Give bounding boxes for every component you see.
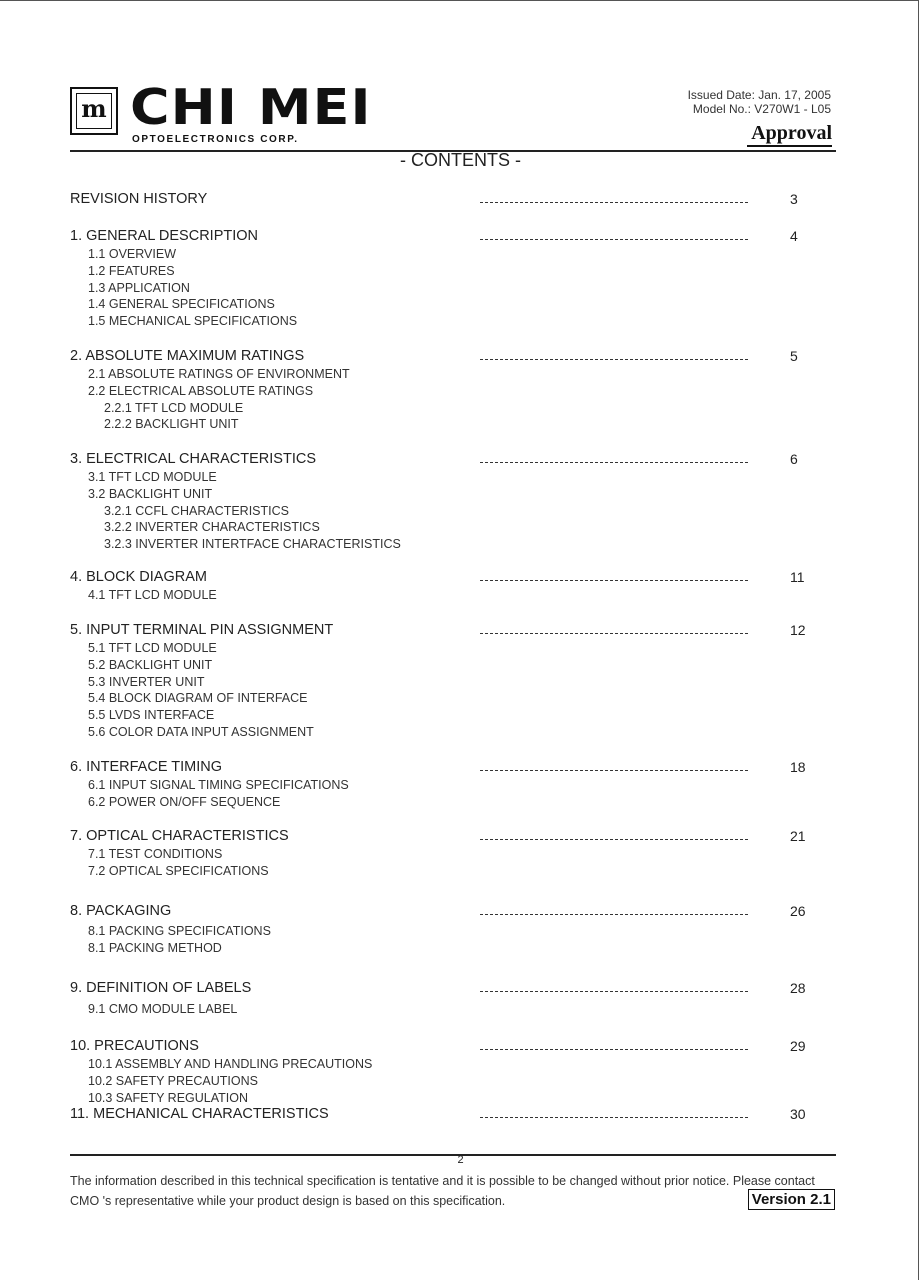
toc-subitem: 6.1 INPUT SIGNAL TIMING SPECIFICATIONS — [88, 778, 349, 792]
company-logo — [70, 79, 372, 148]
toc-subitem: 1.2 FEATURES — [88, 263, 175, 278]
toc-page-number: 30 — [790, 1106, 806, 1122]
toc-title: 7. OPTICAL CHARACTERISTICS — [70, 828, 289, 844]
toc-subitem: 10.2 SAFETY PRECAUTIONS — [88, 1073, 258, 1088]
toc-leader — [480, 1117, 748, 1118]
toc-title: 5. INPUT TERMINAL PIN ASSIGNMENT — [70, 622, 334, 638]
toc-subitem: 8.1 PACKING SPECIFICATIONS — [88, 924, 271, 938]
toc-subitem: 2.1 ABSOLUTE RATINGS OF ENVIRONMENT — [88, 367, 350, 381]
toc-title: 6. INTERFACE TIMING — [70, 759, 223, 775]
toc-subitem: 7.2 OPTICAL SPECIFICATIONS — [88, 863, 269, 878]
page-number: 2 — [457, 1154, 464, 1166]
toc-leader — [480, 202, 748, 203]
toc-page-number: 21 — [790, 828, 806, 844]
toc-sublist — [70, 587, 217, 604]
toc-leader — [480, 839, 748, 840]
toc-subitem: 10.3 SAFETY REGULATION — [88, 1090, 249, 1105]
page-border-top — [0, 0, 918, 1]
version-badge: Version 2.1 — [748, 1189, 835, 1210]
toc-leader — [480, 239, 748, 240]
toc-leader — [480, 770, 748, 771]
toc-subitem: 1.3 APPLICATION — [88, 280, 190, 295]
toc-subitem: 3.1 TFT LCD MODULE — [88, 470, 217, 484]
logo-title: CHI MEI — [130, 79, 372, 136]
toc-leader — [480, 1049, 748, 1050]
toc-subitem: 7.1 TEST CONDITIONS — [88, 847, 223, 861]
toc-page-number: 28 — [790, 980, 806, 996]
document-meta — [688, 88, 831, 116]
toc-subitem: 6.2 POWER ON/OFF SEQUENCE — [88, 794, 281, 809]
toc-leader — [480, 580, 748, 581]
toc-subitem: 1.5 MECHANICAL SPECIFICATIONS — [88, 314, 298, 329]
contents-title: - CONTENTS - — [400, 150, 521, 170]
toc-subitem: 3.2 BACKLIGHT UNIT — [88, 486, 213, 501]
toc-subitem: 3.2.3 INVERTER INTERTFACE CHARACTERISTICS — [104, 537, 401, 552]
toc-title: 4. BLOCK DIAGRAM — [70, 569, 207, 585]
toc-page-number: 11 — [790, 569, 805, 585]
toc-page-number: 26 — [790, 903, 806, 919]
toc-leader — [480, 633, 748, 634]
approval-label: Approval — [747, 122, 832, 147]
toc-page-number: 12 — [790, 622, 806, 638]
toc-subitem: 5.2 BACKLIGHT UNIT — [88, 657, 213, 672]
toc-title: 8. PACKAGING — [70, 903, 172, 919]
toc-subitem: 8.1 PACKING METHOD — [88, 940, 222, 955]
toc-page-number: 29 — [790, 1038, 806, 1054]
toc-sublist — [70, 846, 269, 880]
toc-subitem: 5.5 LVDS INTERFACE — [88, 708, 215, 723]
toc-title: 10. PRECAUTIONS — [70, 1038, 199, 1054]
toc-sublist — [70, 1056, 372, 1106]
logo-mark-letter: m — [81, 94, 107, 123]
toc-title: 2. ABSOLUTE MAXIMUM RATINGS — [70, 348, 305, 364]
logo-mark-frame — [76, 93, 112, 129]
issued-date: Issued Date: Jan. 17, 2005 — [687, 88, 831, 102]
toc-title: 1. GENERAL DESCRIPTION — [70, 228, 259, 244]
toc-leader — [480, 991, 748, 992]
toc-sublist — [70, 366, 350, 433]
page-border-right — [918, 0, 919, 1280]
toc-subitem: 2.2.2 BACKLIGHT UNIT — [104, 417, 239, 432]
toc-subitem: 1.1 OVERVIEW — [88, 247, 176, 261]
logo-mark-icon — [70, 87, 118, 135]
toc-subitem: 5.6 COLOR DATA INPUT ASSIGNMENT — [88, 724, 314, 739]
toc-sublist — [70, 469, 401, 553]
toc-subitem: 2.2 ELECTRICAL ABSOLUTE RATINGS — [88, 383, 314, 398]
toc-title: 3. ELECTRICAL CHARACTERISTICS — [70, 451, 317, 467]
toc-page-number: 4 — [790, 228, 798, 244]
toc-title: REVISION HISTORY — [70, 191, 208, 207]
toc-page-number: 3 — [790, 191, 798, 207]
toc-subitem: 1.4 GENERAL SPECIFICATIONS — [88, 297, 275, 312]
toc-subitem: 9.1 CMO MODULE LABEL — [88, 1002, 238, 1016]
toc-subitem: 4.1 TFT LCD MODULE — [88, 588, 217, 602]
model-number: Model No.: V270W1 - L05 — [692, 102, 831, 116]
toc-sublist — [70, 1001, 237, 1018]
toc-title: 11. MECHANICAL CHARACTERISTICS — [70, 1106, 329, 1122]
toc-leader — [480, 462, 748, 463]
toc-sublist — [70, 640, 314, 741]
toc-subitem: 2.2.1 TFT LCD MODULE — [104, 400, 244, 415]
logo-subtitle: OPTOELECTRONICS CORP. — [132, 134, 299, 145]
toc-page-number: 6 — [790, 451, 798, 467]
toc-page-number: 5 — [790, 348, 798, 364]
toc-subitem: 5.4 BLOCK DIAGRAM OF INTERFACE — [88, 691, 308, 706]
toc-subitem: 5.3 INVERTER UNIT — [88, 674, 205, 689]
toc-sublist — [70, 923, 271, 957]
toc-leader — [480, 914, 748, 915]
toc-subitem: 3.2.1 CCFL CHARACTERISTICS — [104, 503, 289, 518]
toc-title: 9. DEFINITION OF LABELS — [70, 980, 252, 996]
toc-subitem: 3.2.2 INVERTER CHARACTERISTICS — [104, 520, 320, 535]
toc-sublist — [70, 246, 297, 330]
toc-leader — [480, 359, 748, 360]
toc-subitem: 10.1 ASSEMBLY AND HANDLING PRECAUTIONS — [88, 1057, 373, 1071]
toc-subitem: 5.1 TFT LCD MODULE — [88, 641, 217, 655]
footer-notice: The information described in this technical specification is tentative and it is possible to be changed without prior notice. Please contact CMO 's representative while your product design is based on this specification. — [70, 1174, 815, 1208]
toc-page-number: 18 — [790, 759, 806, 775]
toc-sublist — [70, 777, 349, 811]
